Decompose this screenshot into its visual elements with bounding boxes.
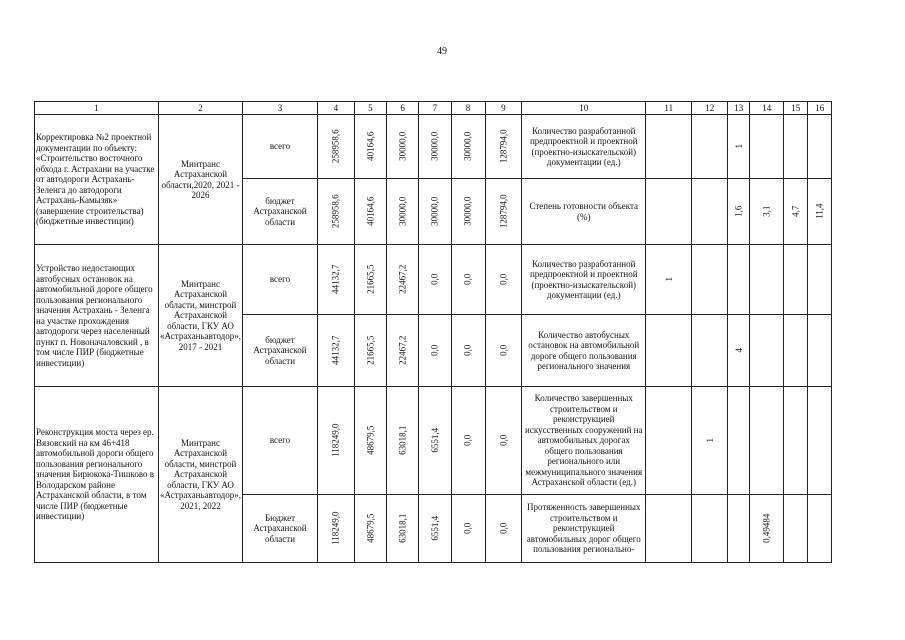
amount-year-2: 30000,0 xyxy=(387,179,419,245)
header-cell: 13 xyxy=(728,102,750,115)
indicator-value-col-15 xyxy=(784,495,808,563)
indicator-name: Количество автобусных остановок на автомобильной дороге общего пользования регионального значения xyxy=(522,315,646,387)
header-cell: 3 xyxy=(243,102,318,115)
indicator-value-col-11 xyxy=(646,315,692,387)
table-row xyxy=(35,115,832,179)
header-cell: 12 xyxy=(692,102,728,115)
project-name: Корректировка №2 проектной документации по объекту: «Строительство восточного обхода г. Астрахани на участке от автодороги Астрахань-Зеленга до автодороги Астрахань-Камызяк» (завершение строительства) (бюджетные инвестиции) xyxy=(35,115,159,245)
amount-year-4: 0,0 xyxy=(451,387,485,495)
indicator-value-col-16 xyxy=(808,315,832,387)
amount-total: 258958,6 xyxy=(318,115,355,179)
amount-year-2: 63018,1 xyxy=(387,495,419,563)
indicator-value-col-11 xyxy=(646,179,692,245)
indicator-name: Протяженность завершенных строительством и реконструкцией автомобильных дорог общего пользования регионально- xyxy=(522,495,646,563)
funding-source: всего xyxy=(243,245,318,315)
indicator-value-col-14 xyxy=(750,387,784,495)
indicator-value-col-12 xyxy=(692,495,728,563)
indicator-value-col-13: 1 xyxy=(728,115,750,179)
indicator-value-col-15 xyxy=(784,115,808,179)
amount-year-2: 30000,0 xyxy=(387,115,419,179)
amount-year-5: 128794,0 xyxy=(485,179,522,245)
amount-year-3: 6551,4 xyxy=(419,387,451,495)
amount-year-5: 0,0 xyxy=(485,495,522,563)
amount-year-2: 22467,2 xyxy=(387,245,419,315)
indicator-value-col-15 xyxy=(784,315,808,387)
indicator-value-col-13 xyxy=(728,495,750,563)
header-cell: 4 xyxy=(318,102,355,115)
project-executor: Минтранс Астраханской области,2020, 2021 - 2026 xyxy=(159,115,243,245)
header-cell: 5 xyxy=(354,102,386,115)
amount-year-3: 30000,0 xyxy=(419,179,451,245)
header-cell: 6 xyxy=(387,102,419,115)
indicator-value-col-12 xyxy=(692,245,728,315)
project-name: Реконструкция моста через ер. Вязовский на км 46+418 автомобильной дороги общего пользования регионального значения Бирюкока-Тишково в Володарском районе Астраханской области, в том числе ПИР (бюджетные инвестиции) xyxy=(35,387,159,563)
indicator-value-col-13 xyxy=(728,245,750,315)
indicator-value-col-16: 11,4 xyxy=(808,179,832,245)
header-cell: 7 xyxy=(419,102,451,115)
project-executor: Минтранс Астраханской области, минстрой Астраханской области, ГКУ АО «Астраханьавтодор», 2017 - 2021 xyxy=(159,245,243,387)
amount-year-4: 0,0 xyxy=(451,315,485,387)
header-cell: 14 xyxy=(750,102,784,115)
amount-year-1: 48679,5 xyxy=(354,387,386,495)
indicator-value-col-14 xyxy=(750,115,784,179)
header-cell: 9 xyxy=(485,102,522,115)
indicator-value-col-15 xyxy=(784,245,808,315)
indicator-value-col-12 xyxy=(692,115,728,179)
amount-year-3: 30000,0 xyxy=(419,115,451,179)
amount-year-1: 48679,5 xyxy=(354,495,386,563)
header-cell: 1 xyxy=(35,102,159,115)
amount-total: 44132,7 xyxy=(318,245,355,315)
header-cell: 15 xyxy=(784,102,808,115)
indicator-name: Степень готовности объекта (%) xyxy=(522,179,646,245)
indicator-value-col-16 xyxy=(808,115,832,179)
indicator-value-col-11 xyxy=(646,495,692,563)
funding-source: всего xyxy=(243,115,318,179)
indicator-value-col-13: 1,6 xyxy=(728,179,750,245)
amount-total: 118249,0 xyxy=(318,387,355,495)
indicator-value-col-14 xyxy=(750,315,784,387)
funding-source: бюджет Астраханской области xyxy=(243,179,318,245)
indicator-value-col-12 xyxy=(692,315,728,387)
amount-year-5: 0,0 xyxy=(485,387,522,495)
funding-source: Бюджет Астраханской области xyxy=(243,495,318,563)
indicator-value-col-13 xyxy=(728,387,750,495)
indicator-value-col-14: 3,1 xyxy=(750,179,784,245)
header-cell: 2 xyxy=(159,102,243,115)
indicator-name: Количество разработанной предпроектной и проектной (проектно-изыскательской) документации (ед.) xyxy=(522,115,646,179)
funding-source: бюджет Астраханской области xyxy=(243,315,318,387)
amount-year-5: 0,0 xyxy=(485,245,522,315)
amount-total: 44132,7 xyxy=(318,315,355,387)
header-cell: 11 xyxy=(646,102,692,115)
program-table xyxy=(34,101,832,563)
header-cell: 10 xyxy=(522,102,646,115)
indicator-value-col-11: 1 xyxy=(646,245,692,315)
project-name: Устройство недостающих автобусных остановок на автомобильной дороге общего пользования регионального значения Астрахань - Зеленга на участке прохождения автодороги через населенный пункт п. Новоначаловский , в том числе ПИР (бюджетные инвестиции) xyxy=(35,245,159,387)
column-number-row xyxy=(35,102,832,115)
indicator-value-col-14: 0,49484 xyxy=(750,495,784,563)
amount-year-2: 22467,2 xyxy=(387,315,419,387)
indicator-value-col-11 xyxy=(646,115,692,179)
amount-year-3: 0,0 xyxy=(419,245,451,315)
amount-year-1: 40164,6 xyxy=(354,179,386,245)
indicator-value-col-11 xyxy=(646,387,692,495)
amount-year-4: 30000,0 xyxy=(451,115,485,179)
amount-year-2: 63018,1 xyxy=(387,387,419,495)
amount-year-5: 0,0 xyxy=(485,315,522,387)
header-cell: 16 xyxy=(808,102,832,115)
amount-year-4: 30000,0 xyxy=(451,179,485,245)
table-row xyxy=(35,387,832,495)
project-executor: Минтранс Астраханской области, минстрой Астраханской области, ГКУ АО «Астраханьавтодор», 2021, 2022 xyxy=(159,387,243,563)
amount-year-3: 6551,4 xyxy=(419,495,451,563)
amount-total: 258958,6 xyxy=(318,179,355,245)
amount-year-1: 21665,5 xyxy=(354,315,386,387)
indicator-value-col-13: 4 xyxy=(728,315,750,387)
indicator-value-col-16 xyxy=(808,387,832,495)
header-cell: 8 xyxy=(451,102,485,115)
indicator-value-col-16 xyxy=(808,495,832,563)
indicator-value-col-16 xyxy=(808,245,832,315)
indicator-value-col-12 xyxy=(692,179,728,245)
amount-total: 118249,0 xyxy=(318,495,355,563)
indicator-name: Количество разработанной предпроектной и проектной (проектно-изыскательской) документации (ед.) xyxy=(522,245,646,315)
amount-year-4: 0,0 xyxy=(451,245,485,315)
funding-source: всего xyxy=(243,387,318,495)
indicator-value-col-12: 1 xyxy=(692,387,728,495)
indicator-value-col-14 xyxy=(750,245,784,315)
amount-year-1: 40164,6 xyxy=(354,115,386,179)
indicator-value-col-15: 4,7 xyxy=(784,179,808,245)
indicator-name: Количество завершенных строительством и реконструкцией искусственных сооружений на автомобильных дорогах общего пользования регионального или межмуниципального значения Астраханской области (ед.) xyxy=(522,387,646,495)
amount-year-3: 0,0 xyxy=(419,315,451,387)
amount-year-1: 21665,5 xyxy=(354,245,386,315)
amount-year-4: 0,0 xyxy=(451,495,485,563)
table-row xyxy=(35,245,832,315)
indicator-value-col-15 xyxy=(784,387,808,495)
page-number: 49 xyxy=(437,46,447,57)
amount-year-5: 128794,0 xyxy=(485,115,522,179)
